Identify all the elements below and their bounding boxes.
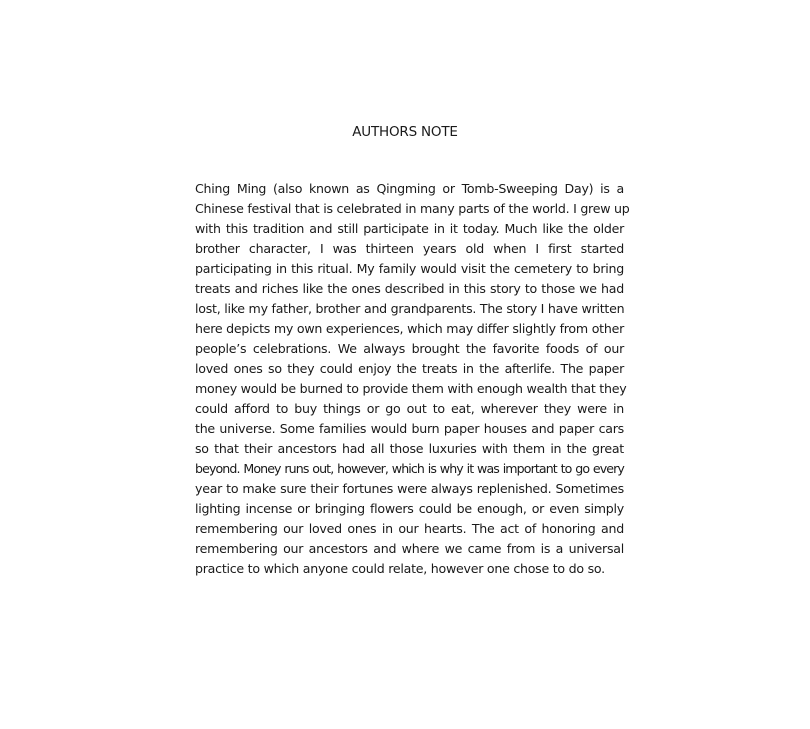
body-text: [195, 179, 630, 579]
text-line: year to make sure their fortunes were always replenished. Sometimes: [195, 481, 624, 496]
text-line: beyond. Money runs out, however, which is why it was important to go every: [195, 461, 624, 476]
text-line: loved ones so they could enjoy the treats in the afterlife. The paper: [195, 361, 624, 376]
text-line: so that their ancestors had all those luxuries with them in the great: [195, 441, 624, 456]
page-title: AUTHORS NOTE: [352, 124, 458, 140]
text-line: treats and riches like the ones described in this story to those we had: [195, 281, 624, 296]
text-line: with this tradition and still participate in it today. Much like the older: [195, 221, 624, 236]
text-line: participating in this ritual. My family would visit the cemetery to bring: [195, 261, 624, 276]
text-line: money would be burned to provide them with enough wealth that they: [195, 381, 627, 396]
text-line: here depicts my own experiences, which may differ slightly from other: [195, 321, 624, 336]
text-line: remembering our ancestors and where we came from is a universal: [195, 541, 624, 556]
text-line: Ching Ming (also known as Qingming or Tomb-Sweeping Day) is a: [195, 181, 624, 196]
text-line: could afford to buy things or go out to eat, wherever they were in: [195, 401, 624, 416]
text-line: lighting incense or bringing flowers could be enough, or even simply: [195, 501, 624, 516]
text-line: Chinese festival that is celebrated in many parts of the world. I grew up: [195, 201, 630, 216]
text-line: remembering our loved ones in our hearts. The act of honoring and: [195, 521, 624, 536]
text-line: practice to which anyone could relate, however one chose to do so.: [195, 561, 605, 576]
text-line: people’s celebrations. We always brought the favorite foods of our: [195, 341, 624, 356]
text-line: brother character, I was thirteen years old when I first started: [195, 241, 624, 256]
text-line: lost, like my father, brother and grandparents. The story I have written: [195, 301, 625, 316]
text-line: the universe. Some families would burn paper houses and paper cars: [195, 421, 624, 436]
